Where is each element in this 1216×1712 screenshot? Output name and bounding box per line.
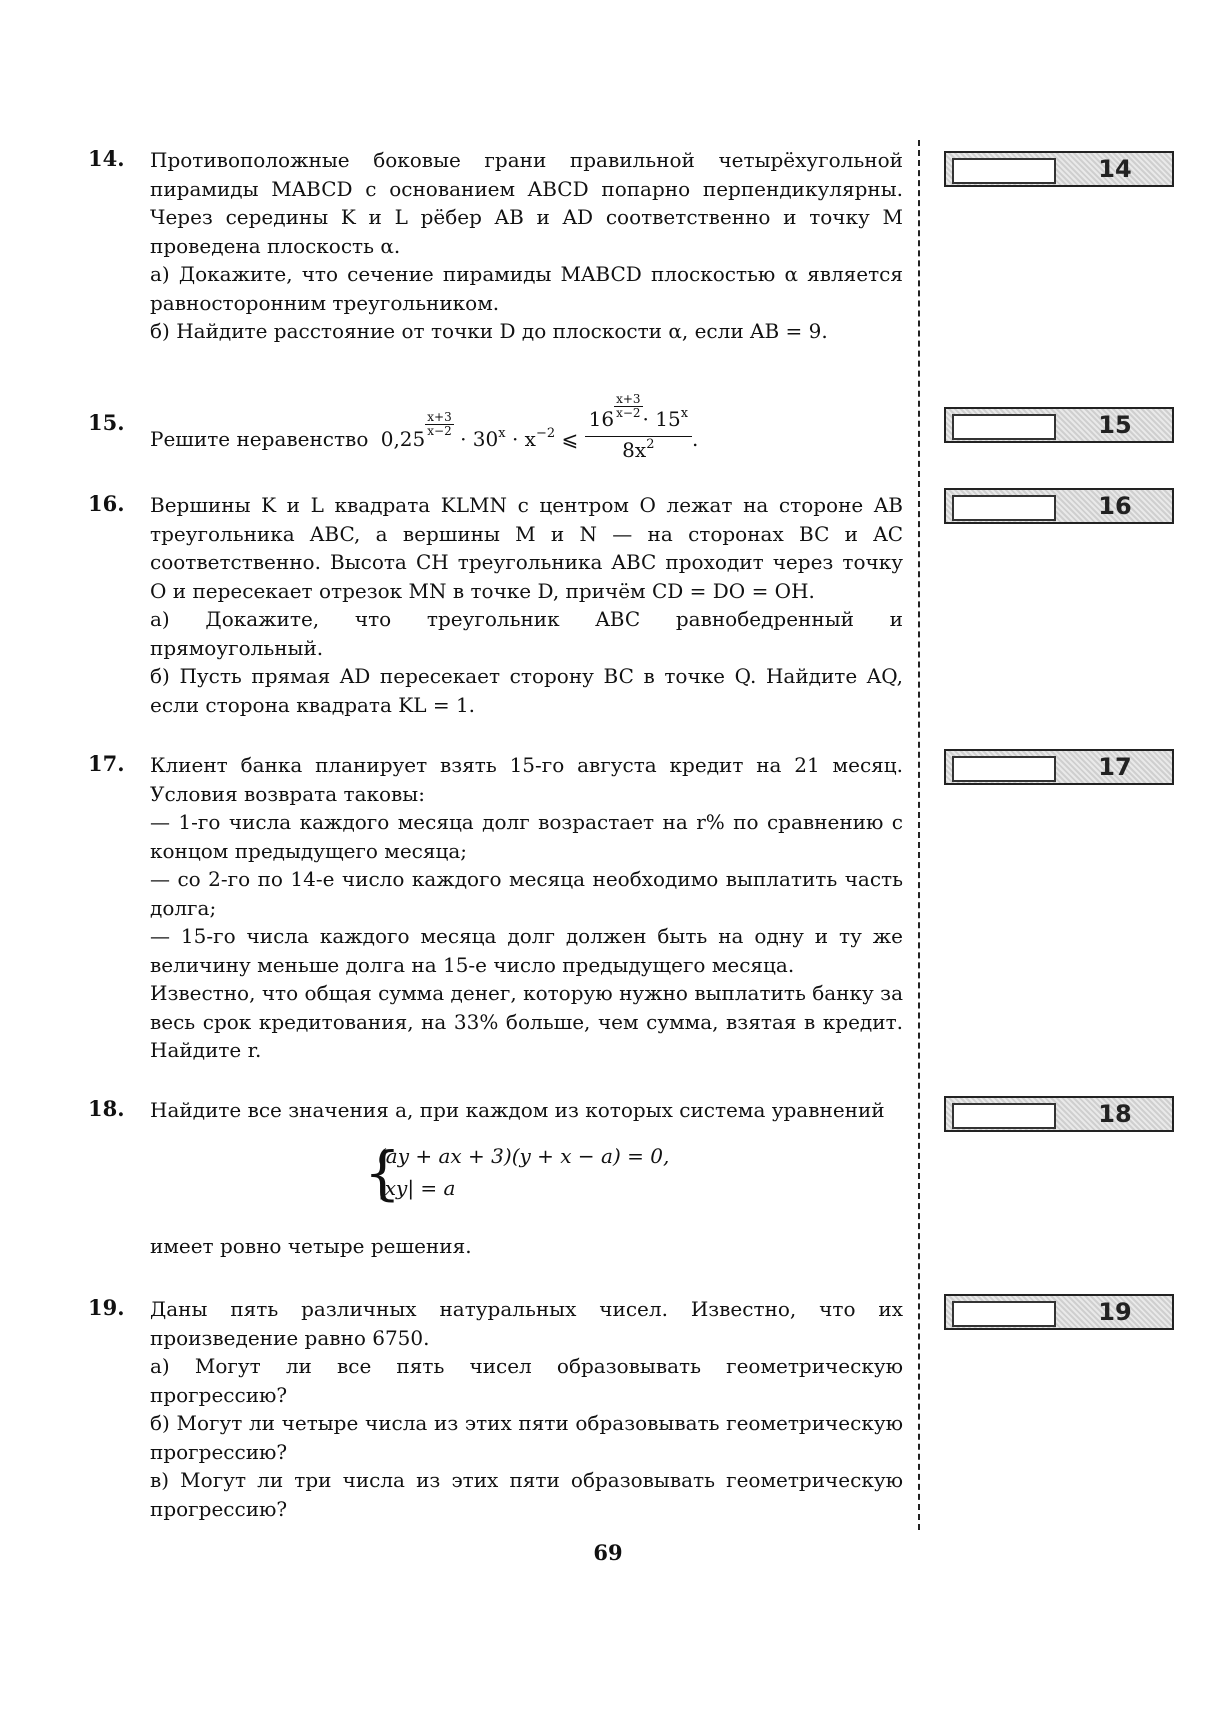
task-paragraph: Даны пять различных натуральных чисел. Известно, что их произведение равно 6750.: [150, 1297, 903, 1350]
answer-box-label: 15: [1098, 411, 1132, 439]
task-paragraph: имеет ровно четыре решения.: [150, 1234, 472, 1258]
numerator-base: 16: [588, 407, 615, 431]
task-paragraph: Известно, что общая сумма денег, которую нужно выплатить банку за весь срок кредитования, на 33% больше, чем сумма, взятая в кредит. Найдите r.: [150, 981, 903, 1062]
task-number: 16.: [88, 491, 125, 516]
answer-field[interactable]: [952, 414, 1056, 440]
answer-box-label: 18: [1098, 1100, 1132, 1128]
right-fraction: [585, 392, 692, 467]
answer-box-15: [944, 407, 1174, 443]
answer-box-label: 16: [1098, 492, 1132, 520]
task-14: [88, 146, 903, 346]
exponent-denominator: x−2: [616, 406, 641, 420]
task-paragraph: Вершины K и L квадрата KLMN с центром O лежат на стороне AB треугольника ABC, а вершины M и N — на сторонах BC и AC соответственно. Высота CH треугольника ABC проходит через точку O и пересекает отрезок MN в точке D, причём CD = DO = OH.: [150, 493, 903, 603]
answer-box-14: [944, 151, 1174, 187]
formula-term: · x: [511, 427, 536, 451]
task-paragraph: б) Могут ли четыре числа из этих пяти образовывать геометрическую прогрессию?: [150, 1411, 903, 1464]
inequality-formula: [380, 392, 699, 462]
formula-base: 0,25: [380, 427, 426, 451]
exponent-fraction: [614, 393, 642, 420]
task-number: 18.: [88, 1096, 125, 1121]
answer-field[interactable]: [952, 158, 1056, 184]
exponent-denominator: x−2: [427, 424, 452, 438]
answer-box-17: [944, 749, 1174, 785]
answer-field[interactable]: [952, 1301, 1056, 1327]
task-paragraph: Противоположные боковые грани правильной четырёхугольной пирамиды MABCD с основанием ABCD попарно перпендикулярны. Через середины K и L рёбер AB и AD соответственно и точку M проведена плоскость α.: [150, 148, 903, 258]
task-16: [88, 491, 903, 721]
answer-box-18: [944, 1096, 1174, 1132]
task-paragraph: в) Могут ли три числа из этих пяти образовывать геометрическую прогрессию?: [150, 1468, 903, 1521]
answer-box-19: [944, 1294, 1174, 1330]
exponent-fraction: [425, 411, 453, 438]
task-17: [88, 751, 903, 1071]
task-text: [150, 146, 903, 346]
answer-box-label: 17: [1098, 753, 1132, 781]
formula-term: · 30: [460, 427, 499, 451]
formula-end: .: [692, 427, 699, 451]
system-equation: (ay + ax + 3)(y + x − a) = 0,: [378, 1144, 670, 1168]
task-paragraph: — 15-го числа каждого месяца долг должен быть на одну и ту же величину меньше долга на 15-е число предыдущего месяца.: [150, 924, 903, 977]
task-paragraph: а) Могут ли все пять чисел образовывать геометрическую прогрессию?: [150, 1354, 903, 1407]
relation-sign: ⩽: [561, 427, 579, 451]
task-text: [150, 1096, 903, 1125]
answer-box-16: [944, 488, 1174, 524]
answer-box-label: 14: [1098, 155, 1132, 183]
answer-field[interactable]: [952, 1103, 1056, 1129]
answer-field[interactable]: [952, 756, 1056, 782]
system-brace: {: [364, 1139, 401, 1207]
formula-exponent: −2: [535, 426, 556, 441]
system-equation: |xy| = a: [378, 1176, 456, 1200]
task-text: [150, 491, 903, 719]
task-number: 17.: [88, 751, 125, 776]
task-number: 15.: [88, 410, 125, 435]
exponent-numerator: x+3: [616, 392, 641, 406]
task-intro: Решите неравенство: [150, 427, 369, 451]
exponent-numerator: x+3: [427, 410, 452, 424]
task-paragraph: Клиент банка планирует взять 15-го августа кредит на 21 месяц. Условия возврата таковы:: [150, 753, 903, 806]
task-text: [150, 1295, 903, 1523]
task-18-after: [88, 1232, 903, 1262]
formula-exponent: 2: [646, 437, 655, 452]
task-number: 19.: [88, 1295, 125, 1320]
task-paragraph: Найдите все значения a, при каждом из которых система уравнений: [150, 1098, 885, 1122]
answer-box-label: 19: [1098, 1298, 1132, 1326]
task-paragraph: а) Докажите, что треугольник ABC равнобедренный и прямоугольный.: [150, 607, 903, 660]
task-text: [150, 751, 903, 1065]
equation-system: [364, 1139, 670, 1207]
task-paragraph: б) Найдите расстояние от точки D до плоскости α, если AB = 9.: [150, 319, 828, 343]
task-text: [150, 1232, 903, 1261]
task-paragraph: — со 2-го по 14-е число каждого месяца необходимо выплатить часть долга;: [150, 867, 903, 920]
task-paragraph: б) Пусть прямая AD пересекает сторону BC в точке Q. Найдите AQ, если сторона квадрата KL = 1.: [150, 664, 903, 717]
task-paragraph: — 1-го числа каждого месяца долг возрастает на r% по сравнению с концом предыдущего месяца;: [150, 810, 903, 863]
task-18: [88, 1096, 903, 1136]
formula-exponent: x: [680, 406, 689, 421]
margin-dashed-line: [918, 140, 920, 1530]
denominator: 8x: [622, 438, 647, 462]
task-15: [88, 392, 903, 470]
task-number: 14.: [88, 146, 125, 171]
formula-exponent: x: [498, 426, 506, 441]
page-number: 69: [593, 1540, 623, 1565]
numerator-term: · 15: [642, 407, 681, 431]
answer-field[interactable]: [952, 495, 1056, 521]
task-19: [88, 1295, 903, 1525]
task-text: [150, 392, 903, 471]
task-paragraph: а) Докажите, что сечение пирамиды MABCD плоскостью α является равносторонним треугольником.: [150, 262, 903, 315]
